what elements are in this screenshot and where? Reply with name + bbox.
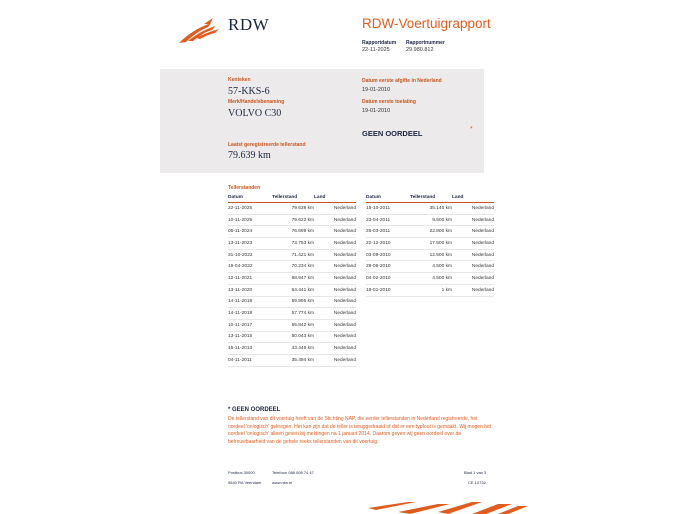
reading-odometer: 50.043 km	[272, 331, 314, 343]
reading-odometer: 70.234 km	[272, 261, 314, 273]
reading-country: Nederland	[452, 273, 494, 285]
first-registration-nl-value: 19-01-2010	[362, 87, 391, 93]
footer-page-number: Blad 1 van 3	[464, 470, 487, 475]
reading-odometer: 73.753 km	[272, 238, 314, 250]
reading-country: Nederland	[452, 203, 494, 215]
reading-odometer: 79.639 km	[272, 203, 314, 215]
reading-odometer: 68.947 km	[272, 273, 314, 285]
reading-date: 23-04-2011	[366, 214, 410, 226]
reading-odometer: 1 km	[410, 284, 452, 296]
odometer-label: Laatst geregistreerde tellerstand	[228, 142, 306, 148]
reading-date: 29-06-2010	[366, 261, 410, 273]
reading-date: 10-11-2017	[228, 319, 272, 331]
table-row	[366, 261, 494, 273]
table-row	[228, 319, 356, 331]
reading-date: 15-11-2013	[228, 343, 272, 355]
readings-table-left	[228, 194, 356, 367]
note-title: * GEEN OORDEEL	[228, 407, 281, 413]
reading-odometer: 12.500 km	[410, 249, 452, 261]
reading-odometer: 22.800 km	[410, 226, 452, 238]
reading-date: 14-11-2018	[228, 308, 272, 320]
first-admission-label: Datum eerste toelating	[362, 99, 416, 105]
reading-country: Nederland	[314, 249, 356, 261]
report-number-label: Rapportnummer	[406, 40, 445, 46]
reading-odometer: 64.441 km	[272, 284, 314, 296]
reading-date: 12-11-2021	[228, 273, 272, 285]
reading-country: Nederland	[314, 343, 356, 355]
column-header-odometer: Tellerstand	[272, 194, 314, 203]
reading-date: 22-12-2010	[366, 238, 410, 250]
table-header-row	[366, 194, 494, 203]
reading-odometer: 55.842 km	[272, 319, 314, 331]
reading-date: 05-11-2024	[228, 226, 272, 238]
reading-odometer: 17.500 km	[410, 238, 452, 250]
reading-country: Nederland	[452, 226, 494, 238]
reading-country: Nederland	[314, 331, 356, 343]
table-row	[366, 284, 494, 296]
column-header-date: Datum	[228, 194, 272, 203]
report-date-label: Rapportdatum	[362, 40, 397, 46]
reading-date: 04-11-2011	[228, 354, 272, 366]
table-row	[366, 226, 494, 238]
plate-label: Kenteken	[228, 77, 251, 83]
table-header-row	[228, 194, 356, 203]
report-title: RDW-Voertuigrapport	[362, 16, 491, 31]
reading-date: 19-01-2010	[366, 284, 410, 296]
reading-country: Nederland	[452, 238, 494, 250]
reading-odometer: 9.500 km	[410, 214, 452, 226]
reading-date: 14-11-2019	[228, 296, 272, 308]
rdw-logo-icon	[177, 16, 223, 46]
first-admission-value: 19-01-2010	[362, 108, 391, 114]
reading-date: 22-11-2025	[228, 203, 272, 215]
reading-date: 10-11-2025	[228, 214, 272, 226]
reading-country: Nederland	[452, 214, 494, 226]
table-row	[228, 343, 356, 355]
table-row	[228, 273, 356, 285]
readings-table-right	[366, 194, 494, 297]
reading-country: Nederland	[452, 261, 494, 273]
reading-country: Nederland	[314, 226, 356, 238]
footer-phone: Telefoon 088 008 74 47	[272, 470, 314, 475]
table-row	[228, 249, 356, 261]
reading-country: Nederland	[314, 261, 356, 273]
reading-country: Nederland	[314, 308, 356, 320]
column-header-country: Land	[314, 194, 356, 203]
reading-odometer: 4.500 km	[410, 261, 452, 273]
reading-odometer: 35.494 km	[272, 354, 314, 366]
column-header-country: Land	[452, 194, 494, 203]
table-row	[228, 238, 356, 250]
reading-country: Nederland	[314, 284, 356, 296]
reading-odometer: 4.500 km	[410, 273, 452, 285]
footer-city: 9640 RA Veendam	[228, 480, 262, 485]
table-row	[366, 238, 494, 250]
reading-odometer: 76.699 km	[272, 226, 314, 238]
odometer-value: 79.639 km	[228, 150, 271, 161]
reading-date: 13-11-2015	[228, 331, 272, 343]
reading-country: Nederland	[314, 354, 356, 366]
reading-date: 13-11-2020	[228, 284, 272, 296]
table-row	[228, 296, 356, 308]
column-header-odometer: Tellerstand	[410, 194, 452, 203]
plate-value: 57-KKS-6	[228, 86, 270, 97]
reading-date: 26-03-2011	[366, 226, 410, 238]
column-header-date: Datum	[366, 194, 410, 203]
reading-country: Nederland	[314, 296, 356, 308]
decorative-stripes-icon	[368, 498, 528, 514]
reading-date: 15-10-2011	[366, 203, 410, 215]
readings-title: Tellerstanden	[228, 185, 261, 191]
reading-country: Nederland	[452, 249, 494, 261]
table-row	[228, 308, 356, 320]
report-date-value: 22-11-2025	[362, 47, 390, 53]
reading-odometer: 57.774 km	[272, 308, 314, 320]
footer-postbus: Postbus 30000	[228, 470, 255, 475]
note-text: De tellerstand van dit voertuig heeft van de Stichting NAP, die eerder tellerstanden in Nederland registreerde, het oordeel 'onlogisch' gekregen. Het kan zijn dat de teller is teruggedraaid of dat er een typfout is gemaakt. Wij mogen het oordeel 'onlogisch' alleen geven bij meldingen na 1 januari 2014. Daarom geven wij geen oordeel over de betrouwbaarheid van de gehele reeks tellerstanden van dit voertuig.	[228, 416, 492, 445]
reading-odometer: 43.446 km	[272, 343, 314, 355]
table-row	[366, 214, 494, 226]
brand-name: RDW	[228, 15, 270, 34]
reading-date: 31-10-2022	[228, 249, 272, 261]
table-row	[228, 331, 356, 343]
table-row	[228, 354, 356, 366]
reading-country: Nederland	[314, 319, 356, 331]
table-row	[228, 214, 356, 226]
verdict-marker: *	[470, 126, 473, 133]
reading-country: Nederland	[314, 273, 356, 285]
model-label: Merk/Handelsbenaming	[228, 99, 285, 105]
reading-country: Nederland	[452, 284, 494, 296]
table-row	[228, 226, 356, 238]
reading-date: 13-11-2023	[228, 238, 272, 250]
reading-date: 19-04-2022	[228, 261, 272, 273]
reading-country: Nederland	[314, 203, 356, 215]
reading-odometer: 59.995 km	[272, 296, 314, 308]
vehicle-summary-panel	[160, 69, 484, 173]
first-registration-nl-label: Datum eerste afgifte in Nederland	[362, 78, 442, 84]
reading-date: 03-09-2010	[366, 249, 410, 261]
table-row	[366, 203, 494, 215]
table-row	[228, 261, 356, 273]
table-row	[228, 284, 356, 296]
reading-odometer: 79.622 km	[272, 214, 314, 226]
report-number-value: 29.980.812	[406, 47, 434, 53]
table-row	[366, 249, 494, 261]
reading-odometer: 71.421 km	[272, 249, 314, 261]
footer-code: CE 10732	[468, 480, 486, 485]
table-row	[366, 273, 494, 285]
reading-date: 04-02-2010	[366, 273, 410, 285]
verdict-label: GEEN OORDEEL	[362, 129, 423, 138]
model-value: VOLVO C30	[228, 108, 282, 119]
reading-country: Nederland	[314, 238, 356, 250]
footer-website[interactable]: www.rdw.nl	[272, 480, 293, 485]
table-row	[228, 203, 356, 215]
reading-country: Nederland	[314, 214, 356, 226]
reading-odometer: 35.140 km	[410, 203, 452, 215]
